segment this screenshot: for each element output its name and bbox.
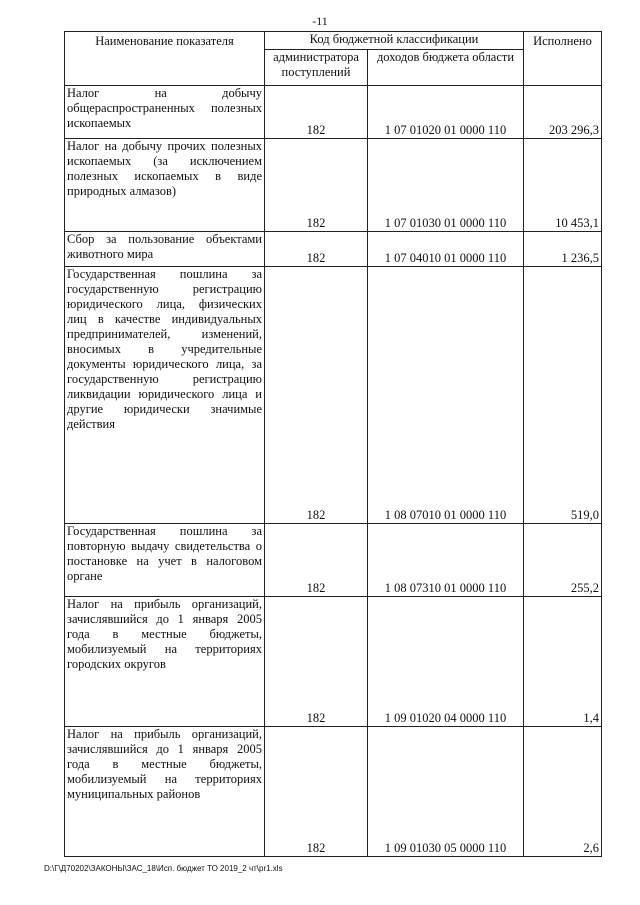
row-admin: 182 (265, 232, 368, 267)
row-amount: 519,0 (524, 267, 602, 524)
row-admin: 182 (265, 139, 368, 232)
budget-table (64, 31, 602, 857)
row-admin: 182 (265, 597, 368, 727)
row-name: Налог на добычу общераспространенных полезных ископаемых (65, 86, 265, 139)
header-name: Наименование показателя (65, 32, 265, 86)
row-name: Государственная пошлина за повторную выдачу свидетельства о постановке на учет в налоговом органе (65, 524, 265, 597)
table-header-row (65, 32, 602, 50)
row-name: Налог на прибыль организаций, зачислявшийся до 1 января 2005 года в местные бюджеты, мобилизуемый на территориях муниципальных районов (65, 727, 265, 857)
row-admin: 182 (265, 86, 368, 139)
page-number: -11 (312, 14, 328, 28)
row-code: 1 08 07310 01 0000 110 (368, 524, 524, 597)
header-admin: администратора поступлений (265, 50, 368, 86)
row-amount: 2,6 (524, 727, 602, 857)
row-code: 1 08 07010 01 0000 110 (368, 267, 524, 524)
row-admin: 182 (265, 524, 368, 597)
header-income: доходов бюджета области (368, 50, 524, 86)
row-amount: 10 453,1 (524, 139, 602, 232)
table-row (65, 232, 602, 267)
row-name: Сбор за пользование объектами животного мира (65, 232, 265, 267)
header-budget-code: Код бюджетной классификации (265, 32, 524, 50)
row-name: Налог на добычу прочих полезных ископаемых (за исключением полезных ископаемых в виде природных алмазов) (65, 139, 265, 232)
row-amount: 203 296,3 (524, 86, 602, 139)
table-row (65, 597, 602, 727)
row-amount: 1 236,5 (524, 232, 602, 267)
table-row (65, 139, 602, 232)
row-admin: 182 (265, 267, 368, 524)
row-code: 1 07 01020 01 0000 110 (368, 86, 524, 139)
table-row (65, 524, 602, 597)
row-admin: 182 (265, 727, 368, 857)
row-code: 1 07 04010 01 0000 110 (368, 232, 524, 267)
table-row (65, 86, 602, 139)
row-code: 1 09 01020 04 0000 110 (368, 597, 524, 727)
table-row (65, 267, 602, 524)
file-path-footer: D:\Г\Д70202\ЗАКОНЫ\ЗАС_18\Исп. бюджет ТО 2019_2 чт\pr1.xls (44, 864, 283, 873)
row-amount: 1,4 (524, 597, 602, 727)
row-name: Налог на прибыль организаций, зачислявшийся до 1 января 2005 года в местные бюджеты, мобилизуемый на территориях городских округов (65, 597, 265, 727)
row-code: 1 07 01030 01 0000 110 (368, 139, 524, 232)
row-code: 1 09 01030 05 0000 110 (368, 727, 524, 857)
header-executed: Исполнено (524, 32, 602, 86)
row-amount: 255,2 (524, 524, 602, 597)
row-name: Государственная пошлина за государственную регистрацию юридического лица, физических лиц в качестве индивидуальных предпринимателей, изменений, вносимых в учредительные документы юридического лица, за государственную регистрацию ликвидации юридического лица и другие юридически значимые действия (65, 267, 265, 524)
table-row (65, 727, 602, 857)
